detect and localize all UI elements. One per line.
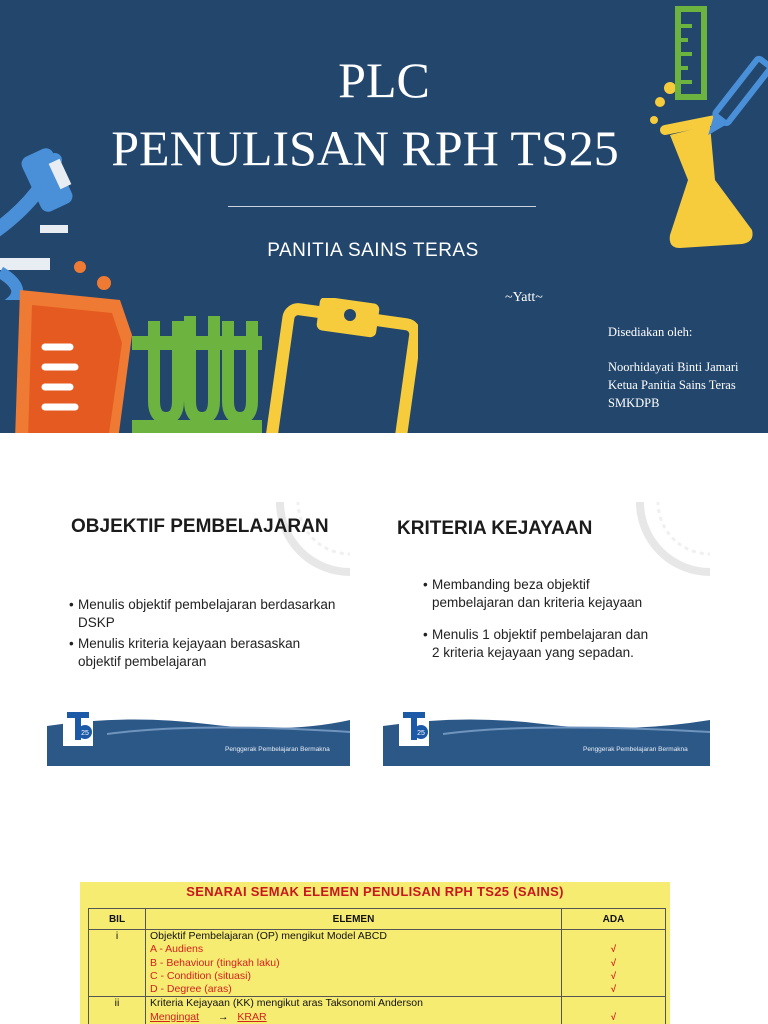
tick-mark: √ — [610, 944, 617, 956]
list-item-line: 2 kriteria kejayaan yang sepadan. — [432, 645, 634, 660]
table-row — [89, 997, 666, 1024]
test-tubes-icon — [132, 316, 262, 433]
author-name: Noorhidayati Binti Jamari — [608, 360, 739, 374]
row-heading: Objektif Pembelajaran (OP) mengikut Model ABCD — [150, 930, 387, 942]
tick-mark: √ — [610, 1011, 617, 1023]
list-item-line: Menulis objektif pembelajaran berdasarkan — [78, 597, 336, 612]
list-item-line: DSKP — [78, 615, 115, 630]
table-row — [89, 930, 666, 997]
clipboard-icon — [258, 298, 418, 433]
list-item: • Menulis kriteria kejayaan berasaskan objektif pembelajaran — [69, 635, 349, 671]
slide-objektif-pembelajaran — [47, 502, 350, 766]
list-item-line: Menulis 1 objektif pembelajaran dan — [432, 627, 649, 642]
checklist-title: SENARAI SEMAK ELEMEN PENULISAN RPH TS25 (SAINS) — [186, 884, 564, 899]
list-item-line: pembelajaran dan kriteria kejayaan — [432, 595, 643, 610]
checklist-table — [88, 908, 666, 1024]
ts25-logo-icon — [399, 706, 429, 746]
title-divider — [228, 206, 536, 207]
list-item: • Membanding beza objektif pembelajaran dan kriteria kejayaan — [423, 576, 703, 612]
ts25-logo-icon — [63, 706, 93, 746]
checklist-slide — [80, 882, 670, 1024]
list-item-line: Membanding beza objektif — [432, 577, 590, 592]
slide-title: KRITERIA KEJAYAAN — [397, 518, 593, 539]
title-slide — [0, 0, 768, 433]
header-elemen: ELEMEN — [146, 909, 562, 930]
list-item-line: objektif pembelajaran — [78, 654, 207, 669]
logo-text: 25 — [81, 730, 89, 737]
footer-text: Penggerak Pembelajaran Bermakna — [225, 746, 330, 753]
row-item: D - Degree (aras) — [150, 983, 232, 996]
row-elemen — [146, 930, 562, 997]
school-name: SMKDPB — [608, 396, 660, 410]
arrow-icon: → — [217, 1010, 229, 1023]
row-ada — [562, 930, 666, 997]
slide-title: OBJEKTIF PEMBELAJARAN — [71, 516, 329, 537]
author-role: Ketua Panitia Sains Teras — [608, 378, 736, 392]
list-item: • Menulis 1 objektif pembelajaran dan 2 kriteria kejayaan yang sepadan. — [423, 626, 703, 662]
row-item-left: Mengingat — [150, 1010, 200, 1023]
table-header-row — [89, 909, 666, 930]
subtitle: PANITIA SAINS TERAS — [267, 240, 479, 261]
row-item — [150, 1011, 557, 1024]
list-item: • Menulis objektif pembelajaran berdasarkan DSKP — [69, 596, 349, 632]
row-elemen — [146, 997, 562, 1024]
row-bil: i — [89, 930, 146, 997]
tick-mark: √ — [610, 970, 617, 982]
row-item: A - Audiens — [150, 943, 204, 956]
footer-text: Penggerak Pembelajaran Bermakna — [583, 746, 688, 753]
slide-kriteria-kejayaan — [383, 502, 710, 766]
bullet-list — [423, 576, 703, 662]
list-item-line: Menulis kriteria kejayaan berasaskan — [78, 636, 301, 651]
title-line-plc: PLC — [338, 52, 430, 108]
prepared-by-label: Disediakan oleh: — [608, 325, 693, 339]
header-bil: BIL — [89, 909, 146, 930]
row-item-right: KRAR — [237, 1010, 267, 1023]
tick-mark: √ — [610, 957, 617, 969]
row-bil: ii — [89, 997, 146, 1024]
row-item: C - Condition (situasi) — [150, 969, 251, 982]
logo-text: 25 — [417, 730, 425, 737]
header-ada: ADA — [562, 909, 666, 930]
signature: ~Yatt~ — [505, 290, 543, 305]
row-heading: Kriteria Kejayaan (KK) mengikut aras Taksonomi Anderson — [150, 997, 423, 1010]
tick-mark: √ — [610, 984, 617, 996]
row-ada — [562, 997, 666, 1024]
title-line-penulisan: PENULISAN RPH TS25 — [111, 120, 619, 176]
bullet-list — [69, 596, 349, 671]
row-item: B - Behaviour (tingkah laku) — [150, 956, 280, 969]
footer-wave — [383, 712, 710, 766]
beaker-icon — [0, 255, 150, 433]
